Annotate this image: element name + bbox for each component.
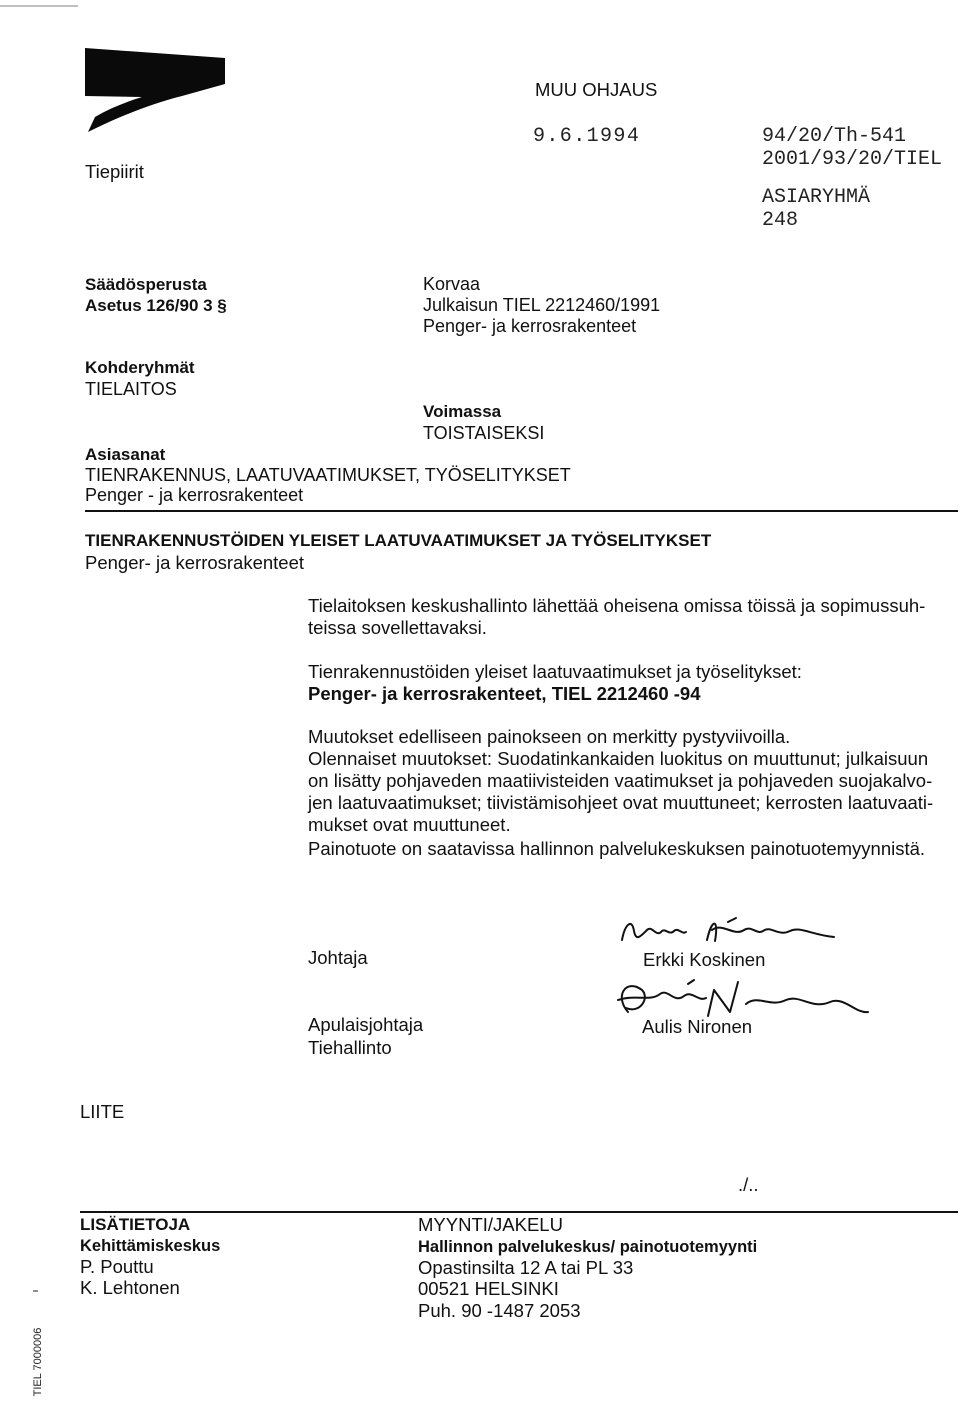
continuation-mark: ./..: [738, 1174, 759, 1195]
tielaitos-logo: [85, 48, 225, 132]
body-line: teissa sovellettavaksi.: [308, 617, 487, 638]
signer-title: Tiehallinto: [308, 1037, 392, 1058]
replaces-label: Korvaa: [423, 274, 481, 294]
replaces-line: Julkaisun TIEL 2212460/1991: [423, 295, 661, 315]
distribution-line: 00521 HELSINKI: [418, 1278, 559, 1299]
info-line: P. Pouttu: [80, 1256, 154, 1277]
publication-name: Penger- ja kerrosrakenteet, TIEL 2212460 -94: [308, 683, 701, 704]
subject-group-label: ASIARYHMÄ: [762, 186, 871, 209]
reference-number: 2001/93/20/TIEL: [762, 148, 943, 171]
signer-title: Johtaja: [308, 947, 368, 968]
replaces-line: Penger- ja kerrosrakenteet: [423, 316, 637, 336]
issuing-unit: Tiepiirit: [85, 161, 144, 182]
signature-aulis-nironen: [618, 980, 868, 1016]
section-divider: [85, 510, 958, 512]
document-title: TIENRAKENNUSTÖIDEN YLEISET LAATUVAATIMUKSET JA TYÖSELITYKSET: [85, 531, 712, 550]
reference-number: 94/20/Th-541: [762, 125, 907, 148]
body-line: Tielaitoksen keskushallinto lähettää oheisena omissa töissä ja sopimussuh-: [308, 595, 926, 616]
body-line: Muutokset edelliseen painokseen on merkitty pystyviivoilla.: [308, 726, 791, 747]
legal-basis-value: Asetus 126/90 3 §: [85, 296, 227, 315]
distribution-line: Opastinsilta 12 A tai PL 33: [418, 1257, 634, 1278]
info-label: LISÄTIETOJA: [80, 1215, 191, 1234]
signature-erkki-koskinen: [622, 918, 834, 941]
info-line: Kehittämiskeskus: [80, 1237, 221, 1255]
body-line: on lisätty pohjaveden maatiivisteiden vaatimukset ja pohjaveden suojakalvo-: [308, 770, 933, 791]
document-type: MUU OHJAUS: [535, 79, 658, 100]
signer-name: Erkki Koskinen: [643, 949, 766, 970]
body-line: jen laatuvaatimukset; tiivistämisohjeet ovat muuttuneet; kerrosten laatuvaati-: [308, 792, 934, 813]
attachment-label: LIITE: [80, 1101, 125, 1122]
distribution-line: Hallinnon palvelukeskus/ painotuotemyynti: [418, 1238, 758, 1256]
body-line: Olennaiset muutokset: Suodatinkankaiden luokitus on muuttunut; julkaisuun: [308, 748, 929, 769]
distribution-label: MYYNTI/JAKELU: [418, 1214, 563, 1235]
keywords-line: TIENRAKENNUS, LAATUVAATIMUKSET, TYÖSELITYKSET: [85, 465, 571, 485]
document-date: 9.6.1994: [533, 125, 641, 148]
distribution-line: Puh. 90 -1487 2053: [418, 1300, 581, 1321]
margin-code: TIEL 7000006: [32, 1327, 44, 1397]
signer-name: Aulis Nironen: [642, 1016, 753, 1037]
body-line: mukset ovat muuttuneet.: [308, 814, 511, 835]
availability-note: Painotuote on saatavissa hallinnon palvelukeskuksen painotuotemyynnistä.: [308, 838, 926, 859]
keywords-label: Asiasanat: [85, 445, 166, 464]
target-groups-label: Kohderyhmät: [85, 358, 195, 377]
keywords-line: Penger - ja kerrosrakenteet: [85, 485, 304, 505]
footer-divider: [80, 1211, 958, 1213]
info-line: K. Lehtonen: [80, 1277, 180, 1298]
target-groups-value: TIELAITOS: [85, 379, 177, 399]
validity-label: Voimassa: [423, 402, 502, 421]
publication-lead: Tienrakennustöiden yleiset laatuvaatimukset ja työselitykset:: [308, 661, 802, 682]
subject-group-value: 248: [762, 209, 799, 232]
document-subtitle: Penger- ja kerrosrakenteet: [85, 552, 305, 573]
signer-title: Apulaisjohtaja: [308, 1014, 424, 1035]
validity-value: TOISTAISEKSI: [423, 423, 545, 443]
legal-basis-label: Säädösperusta: [85, 275, 207, 294]
